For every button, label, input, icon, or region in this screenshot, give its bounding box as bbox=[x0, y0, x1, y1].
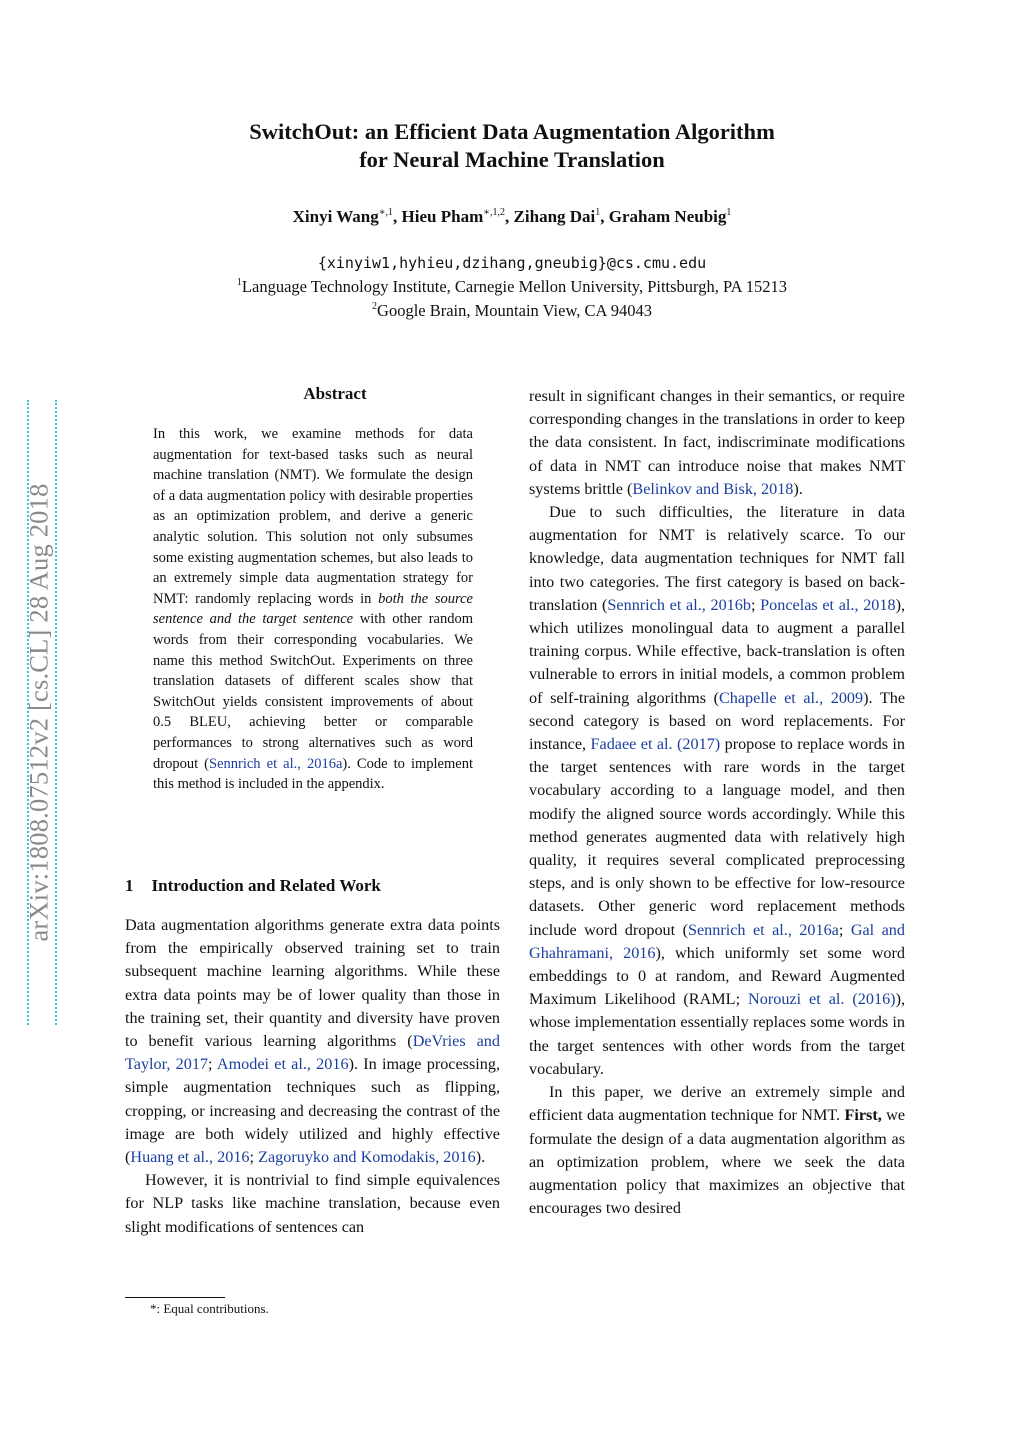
affiliation-2 bbox=[0, 301, 1024, 321]
text-run: ; bbox=[838, 920, 851, 939]
citation-link[interactable]: Fadaee et al. (2017) bbox=[590, 735, 721, 754]
author-affiliation-marker: 1 bbox=[726, 207, 732, 218]
citation-link[interactable]: Sennrich et al., 2016b bbox=[607, 595, 751, 614]
text-run: result in significant changes in their semantics, or require corresponding changes in the translations in order to keep the data consistent. In fact, indiscriminate modifications of data in NMT can introduce noise that makes NMT systems brittle ( bbox=[529, 387, 905, 498]
author-emails: {xinyiw1,hyhieu,dzihang,gneubig}@cs.cmu.edu bbox=[317, 254, 707, 272]
citation-link[interactable]: Chapelle et al., 2009 bbox=[718, 688, 864, 707]
text-run: ; bbox=[208, 1055, 217, 1074]
author-name: Hieu Pham bbox=[401, 207, 484, 226]
citation-link[interactable]: Zagoruyko and Komodakis, 2016 bbox=[258, 1148, 476, 1167]
author-list bbox=[0, 207, 1024, 227]
abstract-heading: Abstract bbox=[303, 384, 367, 403]
text-run: ). Code to implement this method is included in the appendix. bbox=[153, 755, 473, 793]
citation-link[interactable]: Poncelas et al., 2018 bbox=[760, 595, 896, 614]
citation-link[interactable]: Sennrich et al., 2016a bbox=[687, 920, 839, 939]
author-name: Zihang Dai bbox=[513, 207, 596, 226]
text-run: In this paper, we derive an extremely simple and efficient data augmentation technique for NMT. bbox=[529, 1083, 905, 1125]
text-run: ; bbox=[249, 1148, 259, 1167]
author-affiliation-marker: ∗,1 bbox=[378, 207, 394, 218]
citation-link[interactable]: Gal and Ghahramani, 2016 bbox=[529, 920, 905, 962]
affiliation-1-text: Language Technology Institute, Carnegie Mellon University, Pittsburgh, PA 15213 bbox=[241, 277, 788, 296]
left-column-body bbox=[125, 914, 500, 1239]
footnote: *: Equal contributions. bbox=[150, 1301, 269, 1316]
author-name: Xinyi Wang bbox=[292, 207, 379, 226]
section-heading bbox=[125, 876, 381, 896]
citation-link[interactable]: DeVries and Taylor, 2017 bbox=[125, 1032, 500, 1074]
title-line-1: SwitchOut: an Efficient Data Augmentation Algorithm bbox=[249, 119, 775, 144]
section-number: 1 bbox=[125, 876, 134, 895]
text-run: However, it is nontrivial to find simple equivalences for NLP tasks like machine translation, because even slight modifications of sentences can bbox=[125, 1171, 500, 1236]
right-column-body bbox=[529, 385, 905, 1220]
title-line-2: for Neural Machine Translation bbox=[359, 147, 665, 172]
text-run: ; bbox=[750, 595, 761, 614]
paragraph bbox=[529, 1081, 905, 1220]
author-affiliation-marker: ∗,1,2 bbox=[483, 207, 506, 218]
text-run: Data augmentation algorithms generate extra data points from the empirically observed training set to train subsequent machine learning algorithms. While these extra data points may be of lower quality than those in the training set, their quantity and diversity have proven to benefit various learning algorithms ( bbox=[125, 916, 500, 1051]
arxiv-identifier: arXiv:1808.07512v2 [cs.CL] 28 Aug 2018 bbox=[23, 483, 54, 942]
text-run: we formulate the design of a data augmentation algorithm as an optimization problem, where we seek the data augmentation policy that maximizes an objective that encourages two desired bbox=[529, 1106, 906, 1218]
text-run: with other random words from their corresponding vocabularies. We name this method SwitchOut. Experiments on three translation datasets of different scales show that SwitchOut yields consistent improvements of about 0.5 BLEU, achieving better or comparable performances to strong alternatives such as word dropout ( bbox=[153, 611, 473, 772]
author-separator: , bbox=[600, 207, 609, 226]
text-run: propose to replace words in the target sentences with rare words in the target vocabulary according to a language model, and then modify the aligned source words accordingly. While this method generates augmented data with relatively high quality, it requires several complicated preprocessing steps, and is only shown to be effective for low-resource datasets. Other generic word replacement methods include word dropout ( bbox=[529, 735, 906, 939]
emphasis-text: both the source sentence and the target sentence bbox=[153, 590, 473, 628]
affiliation-1 bbox=[0, 277, 1024, 297]
bold-text: First, bbox=[844, 1106, 882, 1125]
citation-link[interactable]: Norouzi et al. (2016) bbox=[748, 990, 896, 1009]
text-run: ). In image processing, simple augmentation techniques such as flipping, cropping, or increasing and decreasing the contrast of the image are both widely utilized and highly effective ( bbox=[125, 1055, 501, 1167]
paper-title bbox=[0, 118, 1024, 174]
text-run: In this work, we examine methods for data augmentation for text-based tasks such as neural machine translation (NMT). We formulate the design of a data augmentation policy with desirable properties as an optimization problem, and derive a generic analytic solution. This solution not only subsumes some existing augmentation schemes, but also leads to an extremely simple data augmentation strategy for NMT: randomly replacing words in bbox=[153, 426, 473, 607]
text-run: ). bbox=[793, 479, 803, 498]
section-title: Introduction and Related Work bbox=[151, 876, 381, 895]
abstract-body bbox=[153, 424, 473, 795]
paragraph bbox=[529, 385, 905, 501]
citation-link[interactable]: Amodei et al., 2016 bbox=[216, 1055, 349, 1074]
author-affiliation-marker: 1 bbox=[595, 207, 601, 218]
paragraph bbox=[125, 914, 500, 1169]
text-run: ), which utilizes monolingual data to augment a parallel training corpus. While effective, back-translation is often vulnerable to errors in initial models, a common problem of self-training algorithms ( bbox=[529, 595, 906, 707]
author-name: Graham Neubig bbox=[608, 207, 727, 226]
author-separator: , bbox=[393, 207, 402, 226]
paragraph bbox=[529, 501, 905, 1081]
citation-link[interactable]: Sennrich et al., 2016a bbox=[209, 755, 343, 772]
text-run: ), whose implementation essentially replaces some words in the target sentences with other words from the target vocabulary. bbox=[529, 990, 905, 1078]
text-run: ). bbox=[475, 1148, 486, 1167]
affiliation-2-text: Google Brain, Mountain View, CA 94043 bbox=[377, 301, 652, 320]
text-run: ). The second category is based on word replacements. For instance, bbox=[529, 688, 906, 754]
paragraph bbox=[125, 1169, 500, 1239]
affiliation-2-marker: 2 bbox=[372, 301, 378, 312]
text-run: Due to such difficulties, the literature in data augmentation for NMT is relatively scarce. To our knowledge, data augmentation techniques for NMT fall into two categories. The first category is based on back-translation ( bbox=[529, 503, 905, 614]
affiliation-1-marker: 1 bbox=[236, 277, 242, 288]
citation-link[interactable]: Belinkov and Bisk, 2018 bbox=[632, 479, 794, 498]
text-run: ), which uniformly set some word embeddings to 0 at random, and Reward Augmented Maximum Likelihood (RAML; bbox=[529, 943, 905, 1009]
author-separator: , bbox=[505, 207, 514, 226]
footnote-rule bbox=[125, 1297, 225, 1298]
arxiv-stamp bbox=[14, 400, 64, 1025]
citation-link[interactable]: Huang et al., 2016 bbox=[130, 1148, 250, 1167]
